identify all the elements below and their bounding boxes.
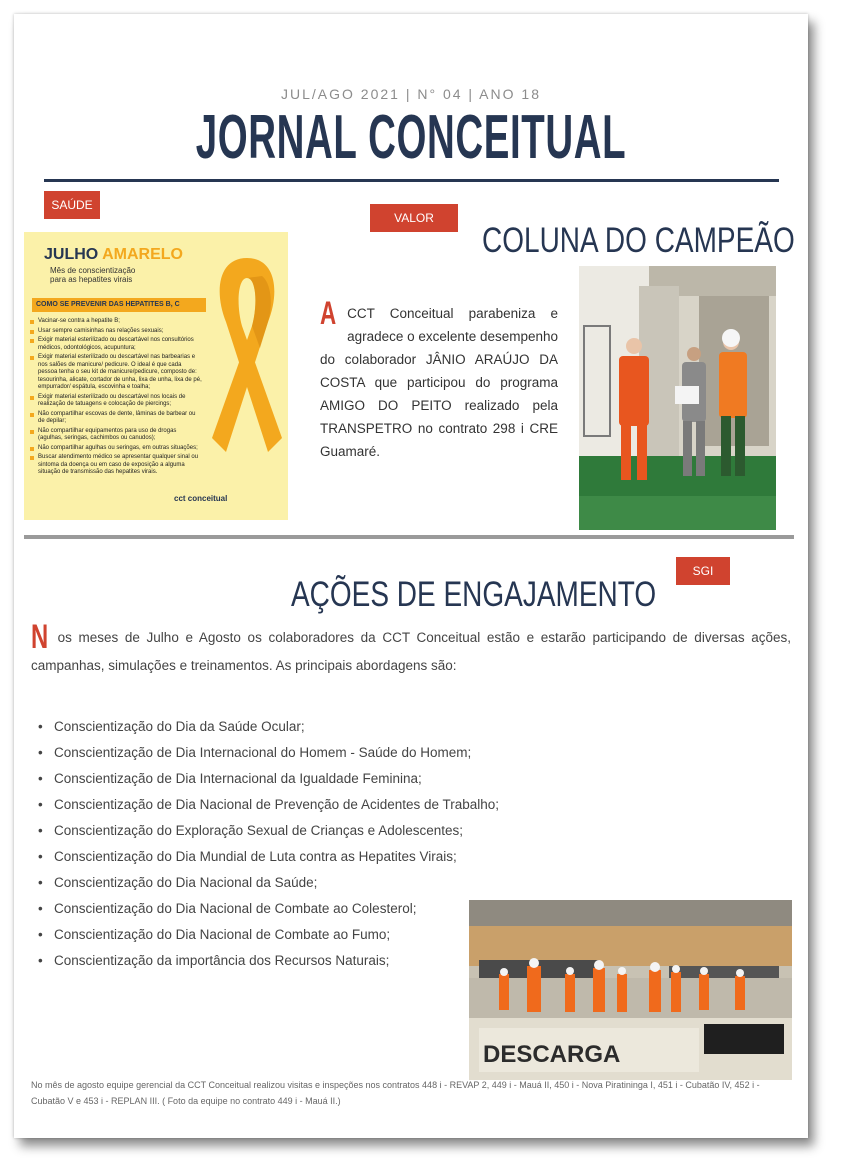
poster-subtitle xyxy=(50,266,135,284)
tag-valor: VALOR xyxy=(370,204,458,232)
photo-caption: No mês de agosto equipe gerencial da CCT Conceitual realizou visitas e inspeções nos contratos 448 i - REVAP 2, 449 i - Mauá II, 450 i - Nova Piratininga I, 451 i - Cubatão IV, 452 i - Cubatão V e 453 i - REPLAN III. ( Foto da equipe no contrato 449 i - Mauá II.) xyxy=(31,1080,760,1106)
masthead-title: JORNAL CONCEITUAL xyxy=(195,103,627,172)
list-item: • Conscientização de Dia Internacional da Igualdade Feminina; xyxy=(54,766,499,792)
campeao-photo xyxy=(579,266,776,530)
poster-subtitle-line2: para as hepatites virais xyxy=(50,275,133,284)
poster-subtitle-line1: Mês de conscientização xyxy=(50,266,136,275)
tag-sgi: SGI xyxy=(676,557,730,585)
list-item: • Conscientização do Dia Nacional da Saúde; xyxy=(54,870,499,896)
poster-item: Exigir material esterilizado ou descartável nos consultórios médicos, odontológicos, acupuntura; xyxy=(30,337,202,352)
poster-item: Não compartilhar agulhas ou seringas, em outras situações; xyxy=(30,445,202,453)
list-item: • Conscientização de Dia Nacional de Prevenção de Acidentes de Trabalho; xyxy=(54,792,499,818)
list-item: • Conscientização de Dia Internacional do Homem - Saúde do Homem; xyxy=(54,740,499,766)
awareness-ribbon-icon xyxy=(208,252,286,472)
julho-amarelo-poster xyxy=(24,232,288,520)
list-item: • Conscientização do Dia Mundial de Luta contra as Hepatites Virais; xyxy=(54,844,499,870)
poster-item: Usar sempre camisinhas nas relações sexuais; xyxy=(30,328,202,336)
tag-saude: SAÚDE xyxy=(44,191,100,219)
campeao-body: CCT Conceitual parabeniza e agradece o excelente desempenho do colaborador JÂNIO ARAÚJO DA COSTA que participou do programa AMIGO DO PEITO realizado pela TRANSPETRO no contrato 298 i CRE Guamaré. xyxy=(320,306,559,459)
poster-title-accent: AMARELO xyxy=(102,246,183,263)
poster-band: COMO SE PREVENIR DAS HEPATITES B, C xyxy=(32,298,206,312)
edition-line: JUL/AGO 2021 | N° 04 | ANO 18 xyxy=(281,86,541,102)
section-title-campeao: COLUNA DO CAMPEÃO xyxy=(482,221,795,260)
list-item: • Conscientização da importância dos Recursos Naturais; xyxy=(54,948,499,974)
list-item: • Conscientização do Dia da Saúde Ocular; xyxy=(54,714,499,740)
poster-item: Exigir material esterilizado ou descartável nos locais de realização de tatuagens e colocação de piercings; xyxy=(30,394,202,409)
poster-list xyxy=(30,318,202,479)
newsletter-page xyxy=(14,14,808,1138)
acoes-intro-text: os meses de Julho e Agosto os colaboradores da CCT Conceitual estão e estarão participando de diversas ações, campanhas, simulações e treinamentos. As principais abordagens são: xyxy=(31,630,791,673)
campeao-dropcap: A xyxy=(320,295,337,331)
section-divider xyxy=(24,535,794,539)
section-title-acoes: AÇÕES DE ENGAJAMENTO xyxy=(291,575,657,614)
acoes-dropcap: N xyxy=(31,618,49,656)
team-photo xyxy=(469,900,792,1080)
list-item: • Conscientização do Dia Nacional de Combate ao Fumo; xyxy=(54,922,499,948)
header-divider xyxy=(44,179,779,182)
poster-item: Buscar atendimento médico se apresentar qualquer sinal ou sintoma da doença ou em caso de exposição a alguma situação de transmissão das hepatites virais. xyxy=(30,454,202,477)
poster-title-main: JULHO xyxy=(44,246,99,263)
poster-item: Não compartilhar escovas de dente, lâminas de barbear ou de depilar; xyxy=(30,411,202,426)
list-item: • Conscientização do Dia Nacional de Combate ao Colesterol; xyxy=(54,896,499,922)
poster-title xyxy=(44,246,183,264)
poster-item: Não compartilhar equipamentos para uso de drogas (agulhas, seringas, cachimbos ou canudos); xyxy=(30,428,202,443)
campeao-article xyxy=(320,295,559,463)
poster-logo: cct conceitual xyxy=(174,494,228,503)
list-item: • Conscientização do Exploração Sexual de Crianças e Adolescentes; xyxy=(54,818,499,844)
descarga-sign: DESCARGA xyxy=(483,1041,621,1068)
topics-list xyxy=(54,714,499,974)
poster-item: Exigir material esterilizado ou descartável nas barbearias e nos salões de manicure/ pedicure. O ideal é que cada pessoa tenha o seu kit de manicure/pedicure, composto de: tesourinha, alicate, cortador de unha, lixa de unha, lixa de pé, empurrador/ espátula, escovinha e toalha; xyxy=(30,354,202,392)
poster-item: Vacinar-se contra a hepatite B; xyxy=(30,318,202,326)
acoes-intro xyxy=(31,618,791,680)
